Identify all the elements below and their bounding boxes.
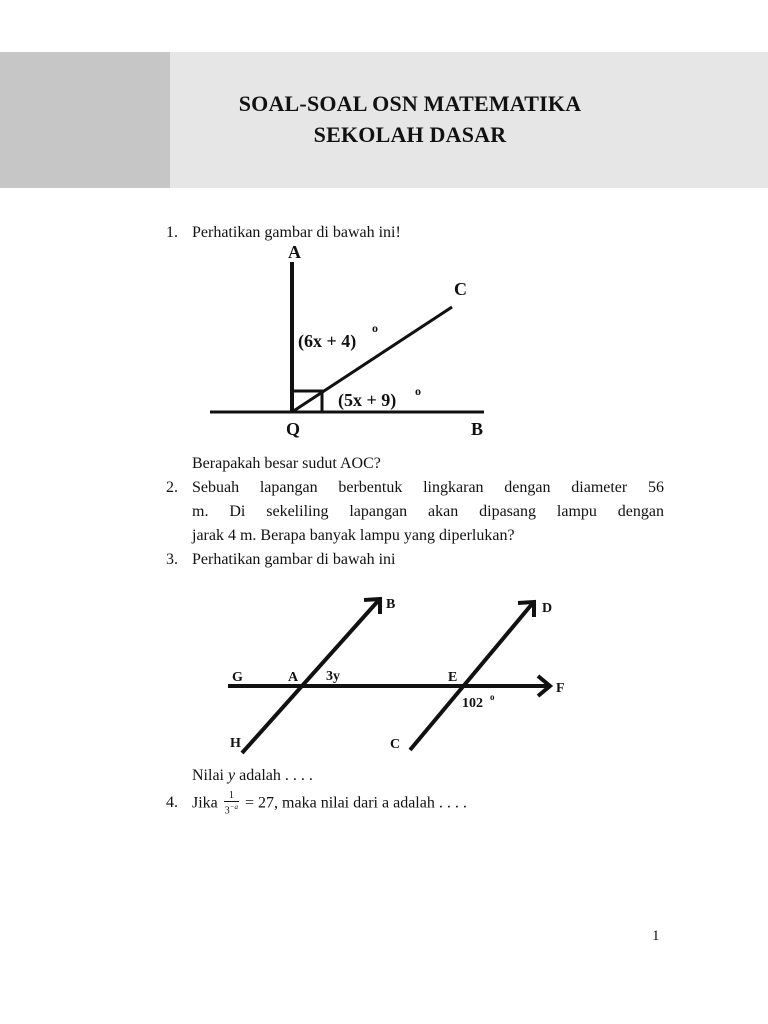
question-1-number: 1. (166, 224, 178, 241)
question-3-variable: y (228, 767, 236, 784)
label-c: C (390, 737, 401, 752)
question-4-text (192, 791, 467, 816)
label-q: Q (286, 419, 301, 439)
title-line-2: SEKOLAH DASAR (313, 122, 507, 147)
question-3-text (192, 764, 313, 788)
line-hb (242, 601, 378, 753)
fraction-denominator-exponent: −a (229, 803, 239, 811)
question-1-text: Berapakah besar sudut AOC? (192, 455, 381, 472)
title-line-1: SOAL-SOAL OSN MATEMATIKA (238, 91, 582, 116)
label-b: B (386, 597, 396, 612)
question-2-line-1: Sebuah lapangan berbentuk lingkaran dengan diameter 56 (192, 479, 664, 496)
label-b: B (471, 419, 484, 439)
page-title (170, 88, 650, 150)
question-3-text-post: adalah . . . . (235, 767, 313, 784)
question-4-text-pre: Jika (192, 794, 222, 812)
page-number: 1 (652, 928, 660, 944)
angle-lower-degree: o (415, 384, 421, 398)
label-102: 102 (462, 696, 483, 711)
label-c: C (454, 279, 467, 299)
label-3y: 3y (326, 669, 340, 684)
question-1-prompt: Perhatikan gambar di bawah ini! (192, 224, 401, 241)
angle-upper-degree: o (372, 321, 378, 335)
question-2-line-3: jarak 4 m. Berapa banyak lampu yang diperlukan? (192, 527, 515, 544)
angle-lower-expression: (5x + 9) (338, 390, 397, 410)
angle-upper-expression: (6x + 4) (298, 331, 357, 351)
question-3-number: 3. (166, 551, 178, 568)
label-a: A (288, 670, 299, 685)
label-e: E (448, 670, 458, 685)
fraction (224, 791, 239, 816)
label-a: A (288, 243, 301, 262)
question-2-line-2: m. Di sekeliling lapangan akan dipasang lampu dengan (192, 503, 664, 520)
label-g: G (232, 670, 243, 685)
label-h: H (230, 736, 241, 751)
question-3-text-pre: Nilai (192, 767, 228, 784)
figure-angle-aqb (200, 243, 500, 443)
question-2-number: 2. (166, 479, 178, 496)
label-102-degree: o (490, 692, 495, 702)
line-cd (410, 604, 532, 750)
label-d: D (542, 601, 553, 616)
fraction-denominator-base: 3 (224, 805, 230, 817)
question-4-text-post: = 27, maka nilai dari a adalah . . . . (241, 794, 467, 812)
question-3-prompt: Perhatikan gambar di bawah ini (192, 551, 396, 568)
fraction-numerator: 1 (224, 791, 239, 802)
header-side-block (0, 52, 170, 188)
fraction-denominator (224, 802, 239, 816)
label-f: F (556, 681, 565, 696)
figure-parallel-lines (220, 590, 580, 760)
question-4-number: 4. (166, 794, 178, 811)
